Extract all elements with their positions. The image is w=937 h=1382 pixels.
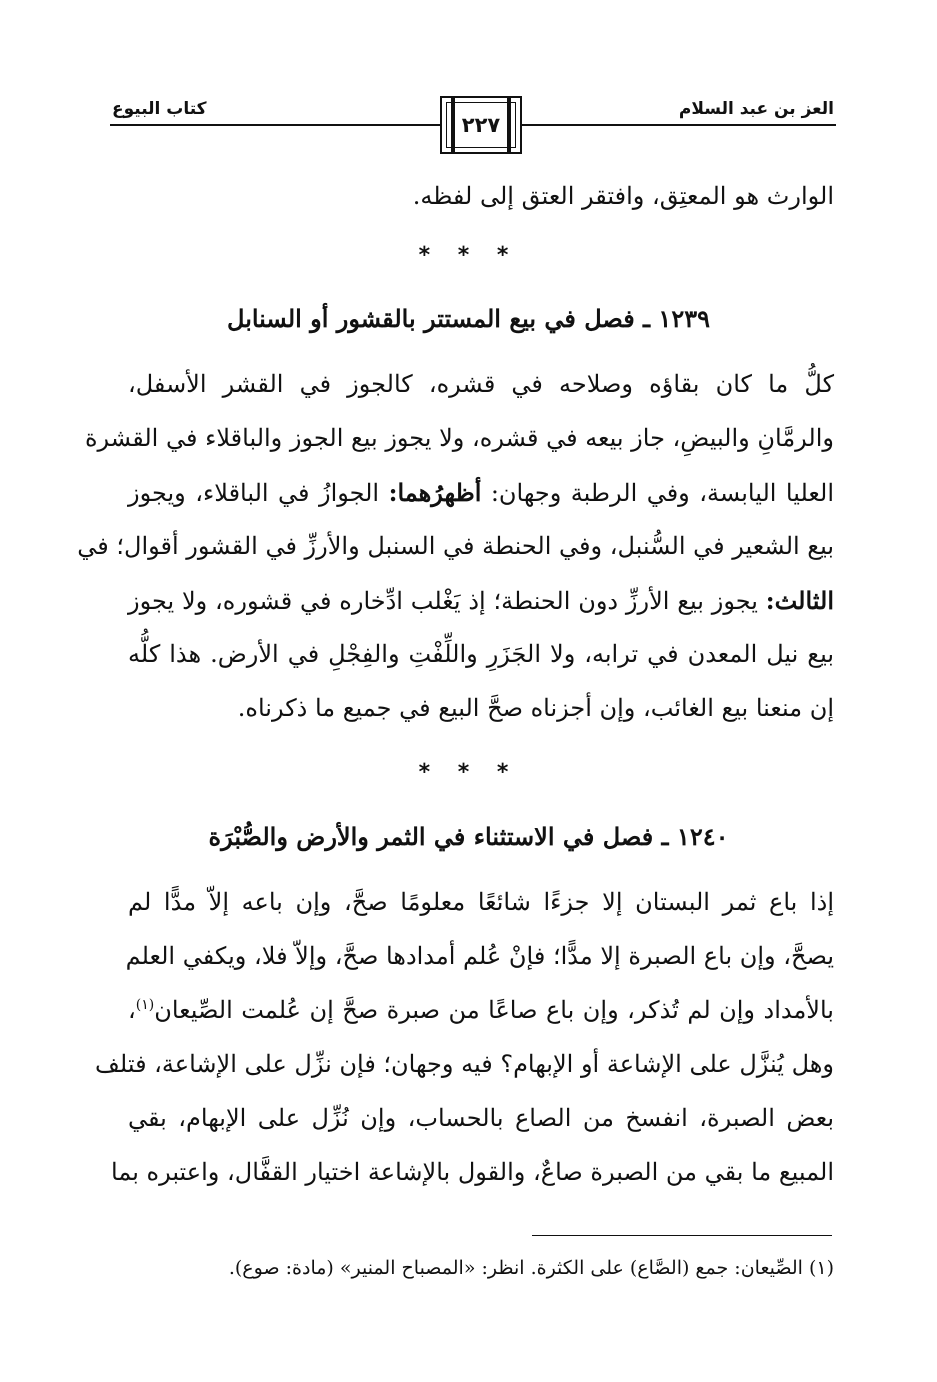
paragraph-line: يصحَّ، وإن باع الصبرة إلا مدًّا؛ فإنْ عُلم أمدادها صحَّ، وإلاّ فلا، ويكفي العلم (125, 942, 834, 970)
paragraph-line (128, 586, 834, 615)
running-header-author: العز بن عبد السلام (678, 99, 834, 119)
keyword-althalith: الثالث: (765, 586, 834, 615)
paragraph-line: وهل يُنزَّل على الإشاعة أو الإبهام؟ فيه وجهان؛ فإن نزِّل على الإشاعة، فتلف (95, 1050, 834, 1078)
paragraph-line: المبيع ما بقي من الصبرة صاعٌ، والقول بالإشاعة اختيار القفَّال، واعتبره بما (111, 1158, 834, 1186)
page-number-frame (440, 96, 522, 154)
footnote: (١) الصِّيعان: جمع (الصَّاع) على الكثرة. انظر: «المصباح المنير» (مادة: صوع). (228, 1257, 834, 1279)
paragraph-line: إذا باع ثمر البستان إلا جزءًا شائعًا معلومًا صحَّ، وإن باعه إلاّ مدًّا لم (128, 888, 834, 916)
text-span: يجوز بيع الأرزِّ دون الحنطة؛ إذ يَغْلب ادِّخاره في قشوره، ولا يجوز (128, 587, 758, 615)
section-separator: * * * (418, 760, 519, 785)
header-rule-right (522, 124, 836, 126)
text-span: الجوازُ في الباقلاء، ويجوز (128, 479, 380, 507)
text-span: بالأمداد وإن لم تُذكر، وإن باع صاعًا من صبرة صحَّ إن عُلمت الصِّيعان (154, 996, 834, 1024)
paragraph-line: إن منعنا بيع الغائب، وإن أجزناه صحَّ البيع في جميع ما ذكرناه. (237, 694, 834, 722)
footnote-rule (532, 1235, 832, 1236)
section-heading-1239: ١٢٣٩ ـ فصل في بيع المستتر بالقشور أو السنابل (227, 304, 710, 333)
section-separator: * * * (418, 243, 519, 268)
paragraph-line: بعض الصبرة، انفسخ من الصاع بالحساب، وإن نُزِّل على الإبهام، بقي (128, 1104, 834, 1132)
continuation-line: الوارث هو المعتِق، وافتقر العتق إلى لفظه. (412, 182, 834, 210)
paragraph-line: والرمَّانِ والبيضِ، جاز بيعه في قشره، ولا يجوز بيع الجوز والباقلاء في القشرة (84, 424, 834, 452)
text-span: ، (128, 996, 136, 1024)
text-span: العليا اليابسة، وفي الرطبة وجهان: (490, 479, 834, 507)
paragraph-line: كلُّ ما كان بقاؤه وصلاحه في قشره، كالجوز في القشر الأسفل، (128, 370, 834, 398)
paragraph-line (128, 996, 834, 1024)
paragraph-line: بيع الشعير في السُّنبل، وفي الحنطة في السنبل والأرزِّ في القشور أقوال؛ في (77, 532, 834, 560)
keyword-azharuhuma: أظهرُهما: (388, 478, 482, 507)
running-header-book: كتاب البيوع (112, 99, 207, 119)
section-heading-1240: ١٢٤٠ ـ فصل في الاستثناء في الثمر والأرض والصُّبْرَة (208, 822, 729, 851)
footnote-marker: (١) (135, 997, 155, 1013)
page-number: ٢٢٧ (461, 113, 501, 137)
header-rule-left (110, 124, 440, 126)
paragraph-line (128, 478, 834, 507)
paragraph-line: بيع نيل المعدن في ترابه، ولا الجَزَرِ واللِّفْتِ والفِجْلِ في الأرض. هذا كلُّه (128, 640, 834, 668)
